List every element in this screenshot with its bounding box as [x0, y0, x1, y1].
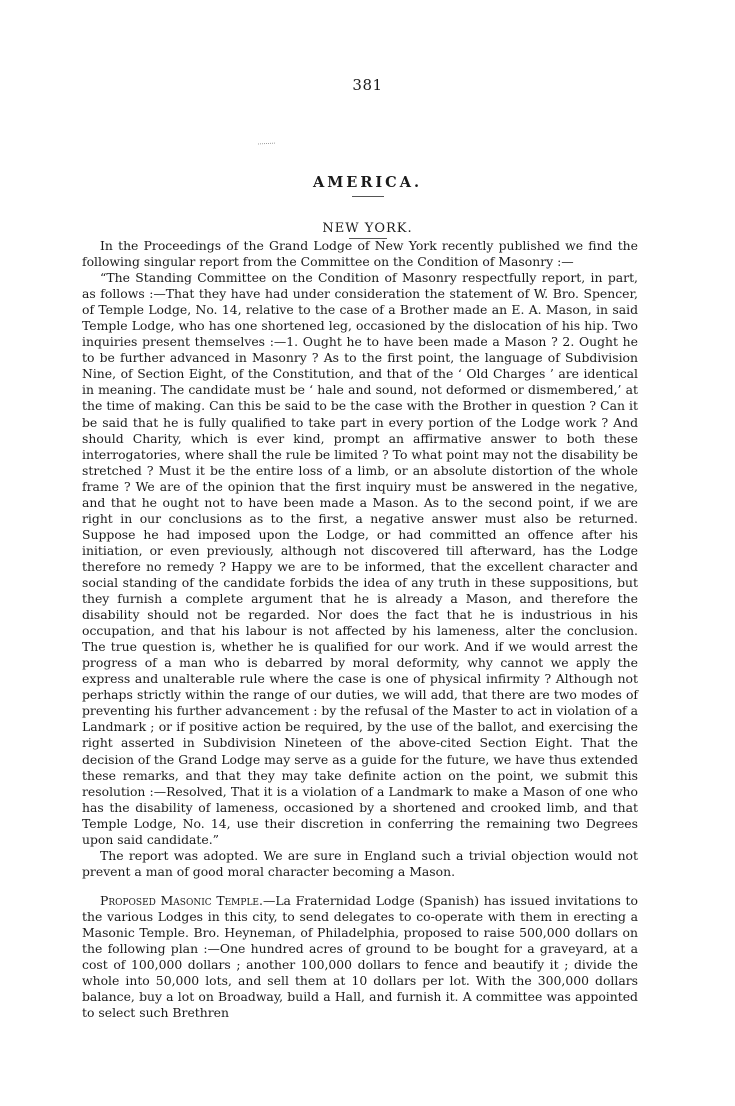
intro-paragraph: In the Proceedings of the Grand Lodge of New York recently published we find the following singular report from the Committee on the Condition of Masonry :—	[82, 238, 638, 270]
printer-ornament	[258, 142, 276, 145]
article-body	[82, 238, 638, 1021]
title-rule	[352, 196, 384, 197]
proposed-temple-paragraph	[82, 893, 638, 1021]
section-subtitle: NEW YORK.	[322, 221, 413, 236]
comment-paragraph: The report was adopted. We are sure in England such a trivial objection would not prevent a man of good moral character becoming a Mason.	[82, 847, 638, 879]
article-title: AMERICA.	[312, 174, 423, 191]
report-quote-paragraph: “The Standing Committee on the Condition of Masonry respectfully report, in part, as follows :—That they have had under consideration the statement of W. Bro. Spencer, of Temple Lodge, No. 14, relative to the case of a Brother made an E. A. Mason, in said Temple Lodge, who has one shortened leg, occasioned by the dislocation of his hip. Two inquiries present themselves :—1. Ought he to have been made a Mason ? 2. Ought he to be further advanced in Masonry ? As to the first point, the language of Subdivision Nine, of Section Eight, of the Constitution, and that of the ‘ Old Charges ’ are identical in meaning. The candidate must be ‘ hale and sound, not deformed or dismembered,’ at the time of making. Can this be said to be the case with the Brother in question ? Can it be said that he is fully qualified to take part in every portion of the Lodge work ? And should Charity, which is ever kind, prompt an affirmative answer to both these interrogatories, where shall the rule be limited ? To what point may not the disability be stretched ? Must it be the entire loss of a limb, or an absolute distortion of the whole frame ? We are of the opinion that the first inquiry must be answered in the negative, and that he ought not to have been made a Mason. As to the second point, if we are right in our conclusions as to the first, a negative answer must also be returned. Suppose he had imposed upon the Lodge, or had committed an offence after his initiation, or even previously, although not discovered till afterward, has the Lodge therefore no remedy ? Happy we are to be informed, that the excellent character and social standing of the candidate forbids the idea of any truth in these suppositions, but they furnish a complete argument that he is already a Mason, and therefore the disability should not be regarded. Nor does the fact that he is industrious in his occupation, and that his labour is not affected by his lameness, alter the conclusion. The true question is, whether he is qualified for our work. And if we would arrest the progress of a man who is debarred by moral deformity, why cannot we apply the express and unalterable rule where the case is one of physical infirmity ? Although not perhaps strictly within the range of our duties, we will add, that there are two modes of preventing his further advancement : by the refusal of the Master to act in violation of a Landmark ; or if positive action be required, by the use of the ballot, and exercising the right asserted in Subdivision Nineteen of the above-cited Section Eight. That the decision of the Grand Lodge may serve as a guide for the future, we have thus extended these remarks, and that they may take definite action on the point, we submit this resolution :—Resolved, That it is a violation of a Landmark to make a Mason of one who has the disability of lameness, occasioned by a shortened and crooked limb, and that Temple Lodge, No. 14, use their discretion in conferring the remaining two Degrees upon said candidate.”	[82, 270, 638, 847]
page-number: 381	[352, 76, 383, 94]
proposed-temple-heading: Proposed Masonic Temple.	[100, 892, 263, 908]
proposed-temple-text: —La Fraternidad Lodge (Spanish) has issued invitations to the various Lodges in this city, to send delegates to co-operate with them in erecting a Masonic Temple. Bro. Heyneman, of Philadelphia, proposed to raise 500,000 dollars on the following plan :—One hundred acres of ground to be bought for a graveyard, at a cost of 100,000 dollars ; another 100,000 dollars to fence and beautify it ; divide the whole into 50,000 lots, and sell them at 10 dollars per lot. With the 300,000 dollars balance, buy a lot on Broadway, build a Hall, and furnish it. A committee was appointed to select such Brethren	[82, 892, 638, 1021]
